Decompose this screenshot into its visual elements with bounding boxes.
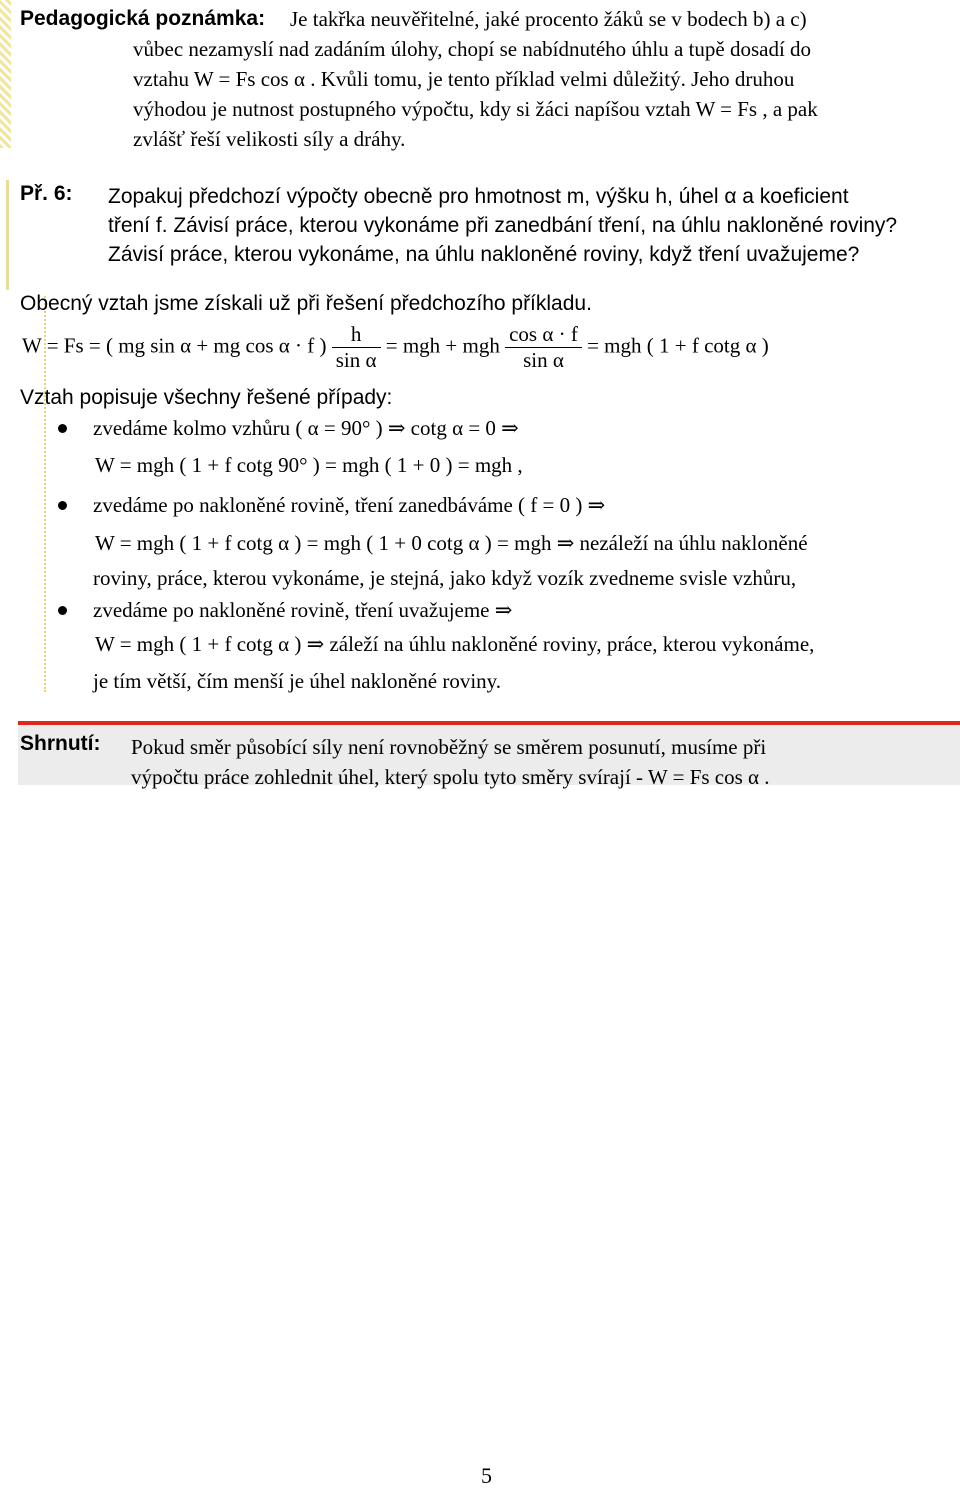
summary-line-2: výpočtu práce zohlednit úhel, který spolu tyto směry svírají - W = Fs cos α . — [131, 765, 770, 789]
note-body — [133, 34, 943, 154]
eq-part-1: W = Fs = ( mg sin α + mg cos α · f ) — [22, 333, 327, 358]
note-line-2: vůbec nezamyslí nad zadáním úlohy, chopí se nabídnutého úhlu a tupě dosadí do — [133, 37, 812, 61]
eq-part-3: = mgh ( 1 + f cotg α ) — [587, 333, 769, 358]
case-2-line-1: zvedáme po nakloněné rovině, tření zanedbáváme ( f = 0 ) ⇒ — [93, 493, 606, 517]
example-text — [108, 182, 938, 269]
summary-text — [131, 732, 770, 792]
case-3-line-3: je tím větší, čím menší je úhel nakloněné roviny. — [93, 669, 502, 693]
example-margin-bar — [6, 180, 9, 290]
note-line-3: vztahu W = Fs cos α . Kvůli tomu, je tento příklad velmi důležitý. Jeho druhou — [133, 67, 795, 91]
case-2-line-3: roviny, práce, kterou vykonáme, je stejná, jako když vozík zvedneme svisle vzhůru, — [93, 566, 797, 590]
bullet-1 — [58, 424, 67, 433]
note-line-4: výhodou je nutnost postupného výpočtu, kdy si žáci napíšou vztah W = Fs , a pak — [133, 97, 818, 121]
example-line-2: tření f. Závisí práce, kterou vykonáme při zanedbání tření, na úhlu nakloněné roviny? — [108, 214, 898, 237]
case-3-equation: W = mgh ( 1 + f cotg α ) ⇒ záleží na úhlu nakloněné roviny, práce, kterou vykonáme, — [95, 632, 815, 656]
example-line-1: Zopakuj předchozí výpočty obecně pro hmotnost m, výšku h, úhel α a koeficient — [108, 185, 849, 208]
note-line-5: zvlášť řeší velikosti síly a dráhy. — [133, 127, 406, 151]
eq-part-2: = mgh + mgh — [385, 333, 500, 358]
page-number: 5 — [481, 1463, 492, 1488]
summary-line-1: Pokud směr působící síly není rovnoběžný se směrem posunutí, musíme při — [131, 735, 767, 759]
example-line-3: Závisí práce, kterou vykonáme, na úhlu nakloněné roviny, když tření uvažujeme? — [108, 243, 860, 266]
example-label: Př. 6: — [20, 182, 73, 205]
bullet-3 — [58, 606, 67, 615]
summary-label: Shrnutí: — [20, 732, 101, 755]
case-1-line-1: zvedáme kolmo vzhůru ( α = 90° ) ⇒ cotg α = 0 ⇒ — [93, 416, 519, 440]
eq-fraction-2: $\frac{\text{cos α · f}}{\text{sin α}}$ — [505, 322, 582, 373]
case-1-equation: W = mgh ( 1 + f cotg 90° ) = mgh ( 1 + 0 ) = mgh , — [95, 453, 523, 477]
note-label: Pedagogická poznámka: — [20, 7, 266, 30]
note-margin-stripe — [0, 0, 11, 148]
case-2-equation: W = mgh ( 1 + f cotg α ) = mgh ( 1 + 0 cotg α ) = mgh ⇒ nezáleží na úhlu nakloněné — [95, 531, 808, 555]
eq-fraction-1: $\frac{h}{\text{sin α}}$ — [332, 322, 381, 373]
solution-intro: Obecný vztah jsme získali už při řešení předchozího příkladu. — [20, 292, 592, 315]
bullet-2 — [58, 501, 67, 510]
main-equation — [22, 322, 769, 373]
case-3-line-1: zvedáme po nakloněné rovině, tření uvažujeme ⇒ — [93, 598, 513, 622]
note-line-1: Je takřka neuvěřitelné, jaké procento žáků se v bodech b) a c) — [290, 7, 807, 31]
cases-intro: Vztah popisuje všechny řešené případy: — [20, 386, 393, 409]
